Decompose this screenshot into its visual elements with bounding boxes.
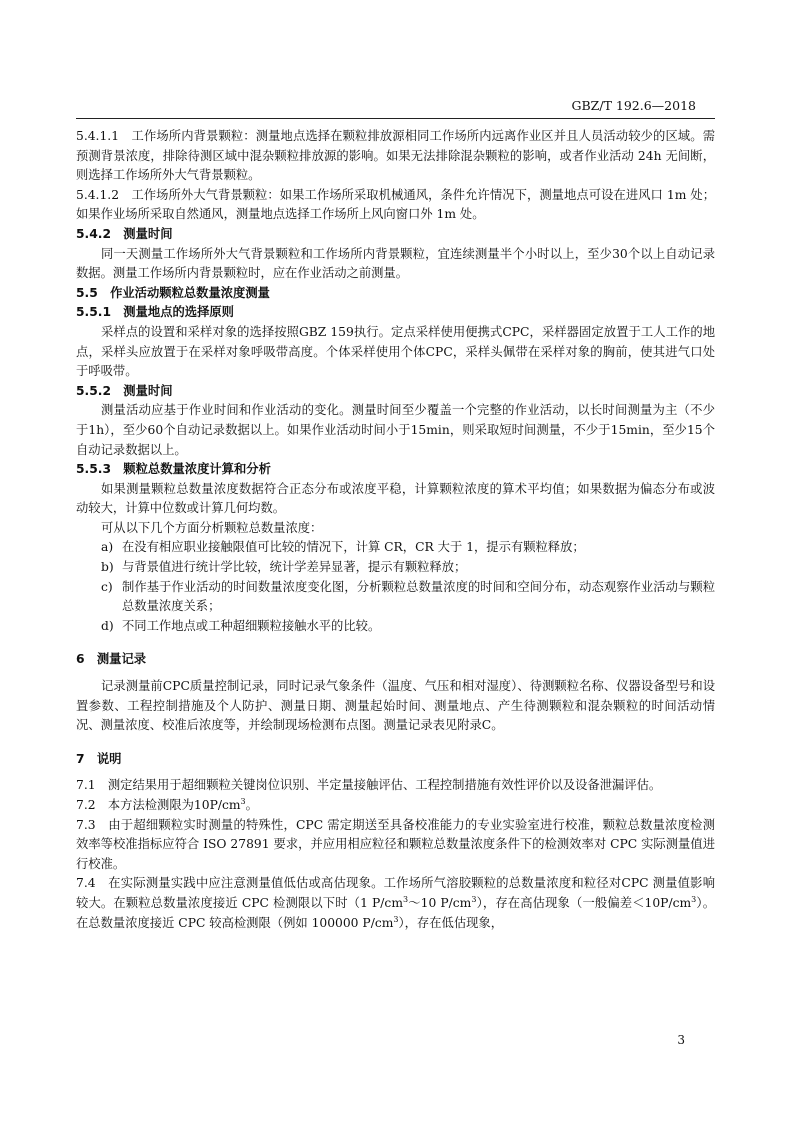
paragraph-6: 记录测量前CPC质量控制记录，同时记录气象条件（温度、气压和相对湿度）、待测颗粒名称、仪器设备型号和设置参数、工程控制措施及个人防护、测量日期、测量起始时间、测量地点、产生待测颗粒和混杂颗粒的时间活动情况、测量浓度、校准后浓度等，并绘制现场检测布点图。测量记录表见附录C。: [76, 679, 715, 733]
heading-5-4-2: 5.4.2 测量时间: [76, 226, 173, 241]
list-text: 在没有相应职业接触限值可比较的情况下，计算 CR，CR 大于 1，提示有颗粒释放；: [122, 540, 585, 555]
standard-code: GBZ/T 192.6—2018: [571, 98, 696, 113]
page-content: [76, 127, 715, 933]
paragraph-5-5-3-b: 可从以下几个方面分析颗粒总数量浓度：: [101, 520, 323, 535]
list-marker: b): [101, 560, 114, 575]
list-text: 与背景值进行统计学比较，统计学差异显著，提示有颗粒释放；: [122, 560, 467, 575]
list-marker: a): [101, 540, 114, 555]
list-text: 不同工作地点或工种超细颗粒接触水平的比较。: [122, 618, 381, 633]
page-number: 3: [677, 1033, 685, 1047]
clause-7-2: 7.2 本方法检测限为$10P/cm^3$。: [76, 796, 258, 812]
clause-7-4: 7.4 在实际测量实践中应注意测量值低估或高估现象。工作场所气溶胶颗粒的总数量浓度和粒径对CPC 测量值影响较大。在颗粒总数量浓度接近 CPC 检测限以下时（1 $P/cm^3\sim 10$ $P/cm^3$），存在高估现象（一般偏差$<10P/cm^3$）。在总数量浓度接近 CPC 较高检测限（例如 100000 $P/cm^3$），存在低估现象，: [76, 876, 715, 930]
heading-5-5: 5.5 作业活动颗粒总数量浓度测量: [76, 285, 270, 300]
clause-7-3: 7.3 由于超细颗粒实时测量的特殊性，CPC 需定期送至具备校准能力的专业实验室进行校准，颗粒总数量浓度检测效率等校准指标应符合 ISO 27891 要求，并应用相应粒径和颗粒总数量浓度条件下的检测效率对 CPC 实际测量值进行校准。: [76, 817, 715, 871]
list-marker: d): [101, 618, 114, 633]
heading-5-5-1: 5.5.1 测量地点的选择原则: [76, 305, 234, 320]
list-text: 制作基于作业活动的时间数量浓度变化图，分析颗粒总数量浓度的时间和空间分布，动态观察作业活动与颗粒总数量浓度关系；: [122, 579, 715, 614]
paragraph-5-5-3-a: 如果测量颗粒总数量浓度数据符合正态分布或浓度平稳，计算颗粒浓度的算术平均值；如果数据为偏态分布或波动较大，计算中位数或计算几何均数。: [76, 481, 715, 516]
clause-7-1: 7.1 测定结果用于超细颗粒关键岗位识别、半定量接触评估、工程控制措施有效性评价以及设备泄漏评估。: [76, 778, 662, 793]
list-item: [76, 578, 715, 617]
paragraph-5-5-2: 测量活动应基于作业时间和作业活动的变化。测量时间至少覆盖一个完整的作业活动，以长时间测量为主（不少于1h），至少60个自动记录数据以上。如果作业活动时间小于15min，则采取短时间测量，不少于15min，至少15个自动记录数据以上。: [76, 403, 715, 457]
list-marker: c): [101, 579, 113, 594]
list-item: [76, 538, 715, 558]
paragraph-5-4-2: 同一天测量工作场所外大气背景颗粒和工作场所内背景颗粒，宜连续测量半个小时以上，至少30个以上自动记录数据。测量工作场所内背景颗粒时，应在作业活动之前测量。: [76, 246, 715, 281]
clause-5-4-1-1: 5.4.1.1 工作场所内背景颗粒：测量地点选择在颗粒排放源相同工作场所内远离作业区并且人员活动较少的区域。需预测背景浓度，排除待测区域中混杂颗粒排放源的影响。如果无法排除混杂颗粒的影响，或者作业活动 24h 无间断，则选择工作场所外大气背景颗粒。: [76, 129, 715, 183]
list-item: [76, 617, 715, 637]
heading-5-5-3: 5.5.3 颗粒总数量浓度计算和分析: [76, 462, 271, 477]
paragraph-5-5-1: 采样点的设置和采样对象的选择按照GBZ 159执行。定点采样使用便携式CPC，采样器固定放置于工人工作的地点，采样头应放置于在采样对象呼吸带高度。个体采样使用个体CPC，采样头佩带在采样对象的胸前，使其进气口处于呼吸带。: [76, 324, 715, 379]
heading-6: 6 测量记录: [76, 652, 147, 667]
header-rule: [76, 118, 715, 119]
analysis-list: [76, 538, 715, 636]
heading-5-5-2: 5.5.2 测量时间: [76, 383, 173, 398]
list-item: [76, 558, 715, 578]
clause-5-4-1-2: 5.4.1.2 工作场所外大气背景颗粒：如果工作场所采取机械通风，条件允许情况下，测量地点可设在进风口 1m 处；如果作业场所采取自然通风，测量地点选择工作场所上风向窗口外 1m 处。: [76, 187, 715, 222]
heading-7: 7 说明: [76, 751, 122, 766]
